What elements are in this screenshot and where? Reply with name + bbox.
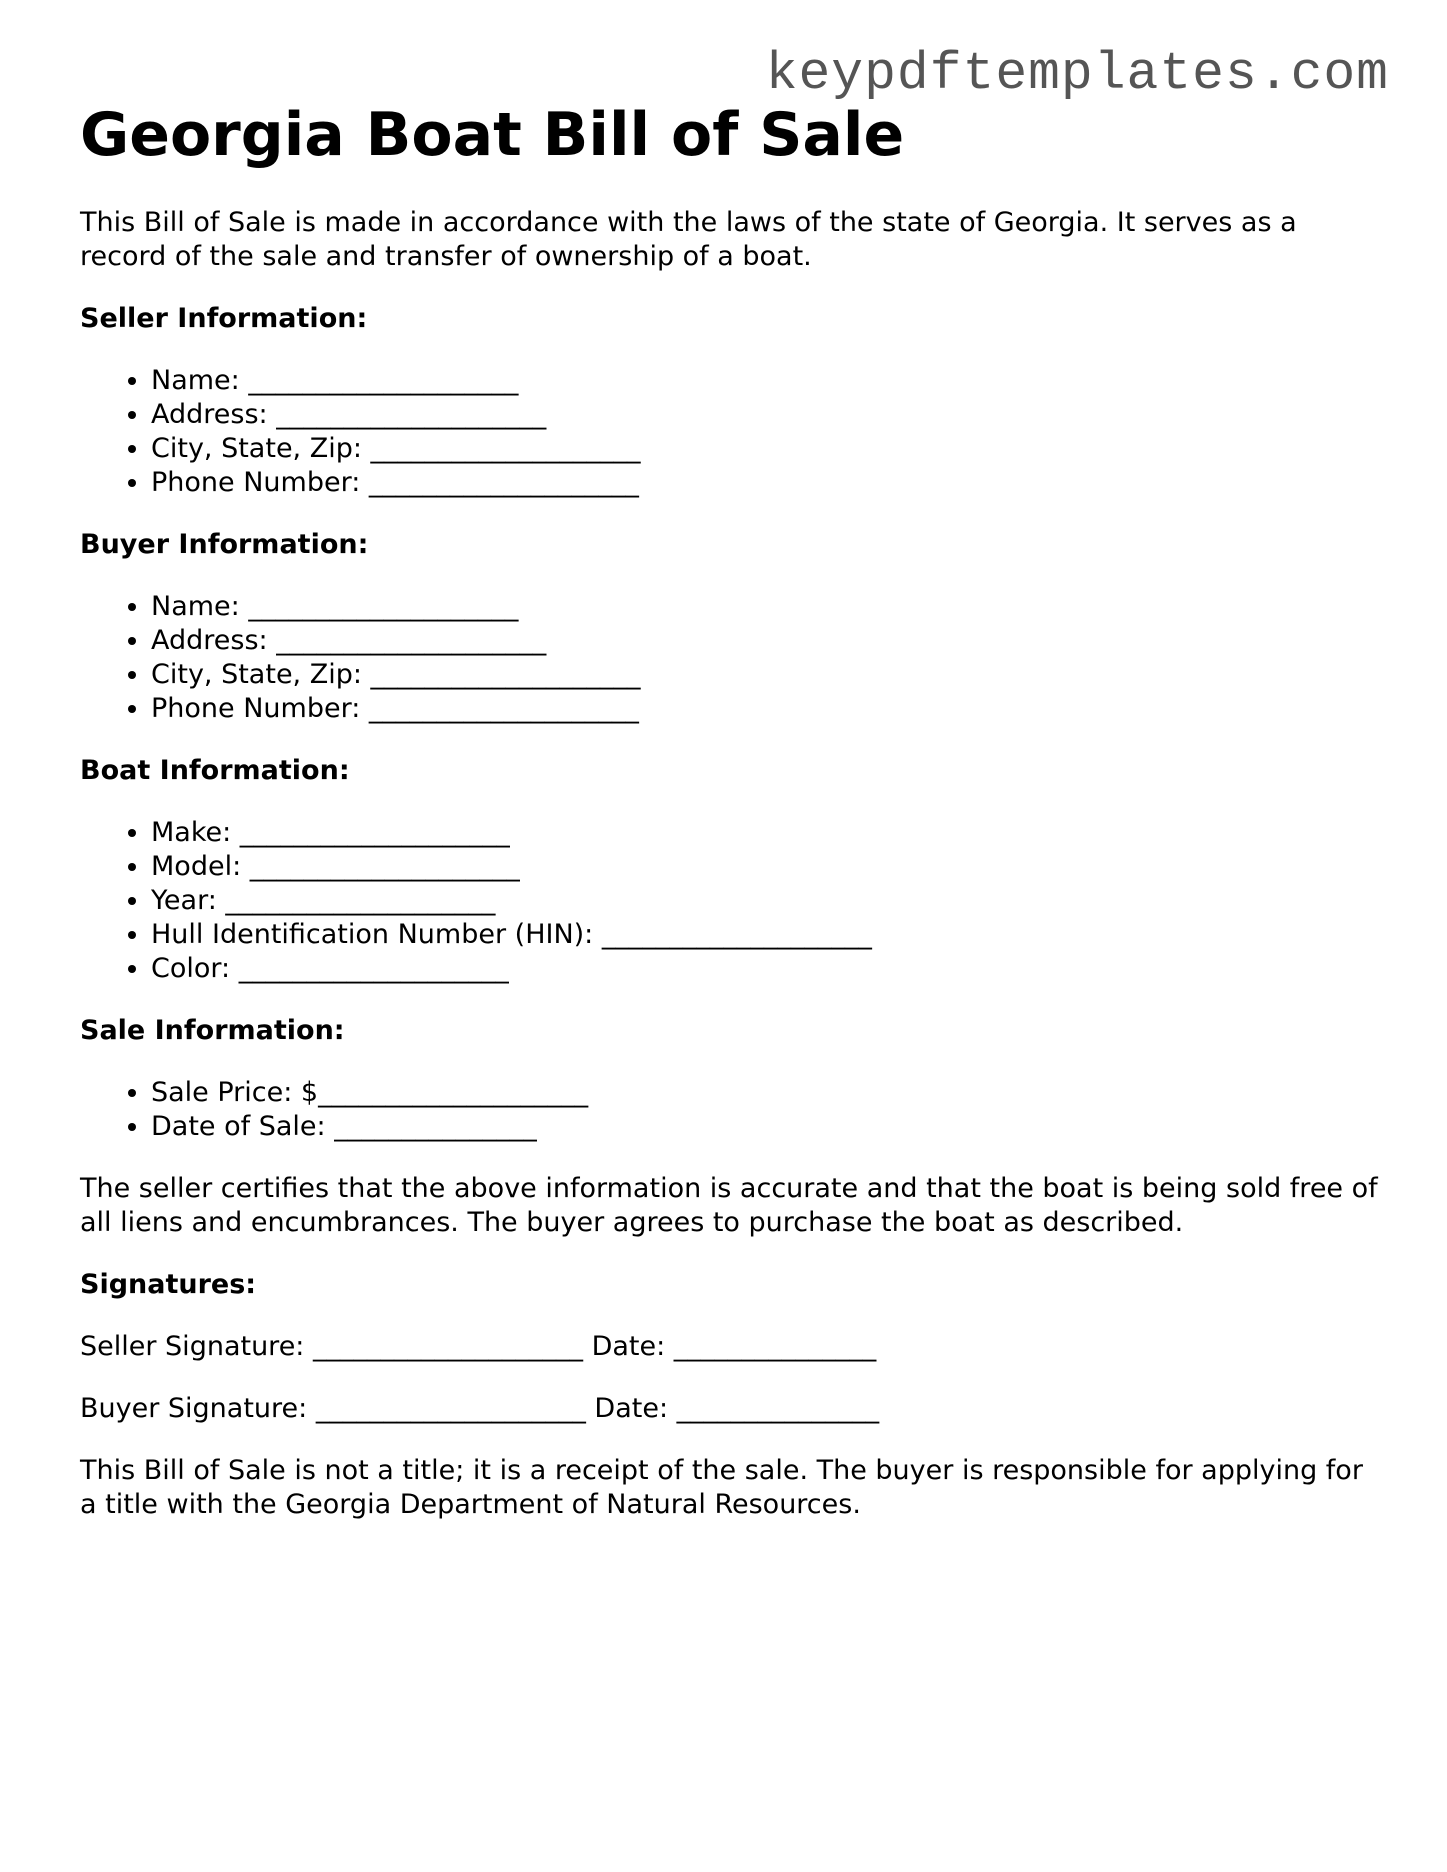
- sale-price-field: • Sale Price: $____________________: [151, 1076, 1380, 1110]
- buyer-address-field: • Address: ____________________: [151, 624, 1380, 658]
- sale-date-field: • Date of Sale: _______________: [151, 1110, 1380, 1144]
- boat-hin-field: • Hull Identification Number (HIN): ____________________: [151, 918, 1380, 952]
- seller-section-heading: Seller Information:: [80, 303, 368, 334]
- boat-section-heading: Boat Information:: [80, 755, 350, 786]
- seller-signature-line: Seller Signature: ____________________ Date: _______________: [80, 1331, 877, 1362]
- boat-field-list: [80, 816, 1380, 986]
- seller-name-field: • Name: ____________________: [151, 364, 1380, 398]
- seller-field-list: [80, 364, 1380, 500]
- signatures-section-heading: Signatures:: [80, 1269, 257, 1300]
- buyer-name-field: • Name: ____________________: [151, 590, 1380, 624]
- page-title: Georgia Boat Bill of Sale: [80, 100, 905, 170]
- watermark: keypdftemplates.com: [765, 44, 1389, 104]
- certification-paragraph: The seller certifies that the above information is accurate and that the boat is being sold free of all liens and encumbrances. The buyer agrees to purchase the boat as described.: [80, 1173, 1378, 1238]
- boat-year-field: • Year: ____________________: [151, 884, 1380, 918]
- boat-model-field: • Model: ____________________: [151, 850, 1380, 884]
- buyer-section-heading: Buyer Information:: [80, 529, 369, 560]
- buyer-city-state-zip-field: • City, State, Zip: ____________________: [151, 658, 1380, 692]
- seller-phone-field: • Phone Number: ____________________: [151, 466, 1380, 500]
- sale-field-list: [80, 1076, 1380, 1144]
- seller-address-field: • Address: ____________________: [151, 398, 1380, 432]
- buyer-signature-line: Buyer Signature: ____________________ Date: _______________: [80, 1393, 880, 1424]
- seller-city-state-zip-field: • City, State, Zip: ____________________: [151, 432, 1380, 466]
- buyer-phone-field: • Phone Number: ____________________: [151, 692, 1380, 726]
- boat-make-field: • Make: ____________________: [151, 816, 1380, 850]
- boat-color-field: • Color: ____________________: [151, 952, 1380, 986]
- buyer-field-list: [80, 590, 1380, 726]
- intro-paragraph: This Bill of Sale is made in accordance with the laws of the state of Georgia. It serves as a record of the sale and transfer of ownership of a boat.: [80, 207, 1297, 272]
- footer-note-paragraph: This Bill of Sale is not a title; it is a receipt of the sale. The buyer is responsible for applying for a title with the Georgia Department of Natural Resources.: [80, 1455, 1363, 1520]
- sale-section-heading: Sale Information:: [80, 1015, 345, 1046]
- document-body: [80, 206, 1380, 1550]
